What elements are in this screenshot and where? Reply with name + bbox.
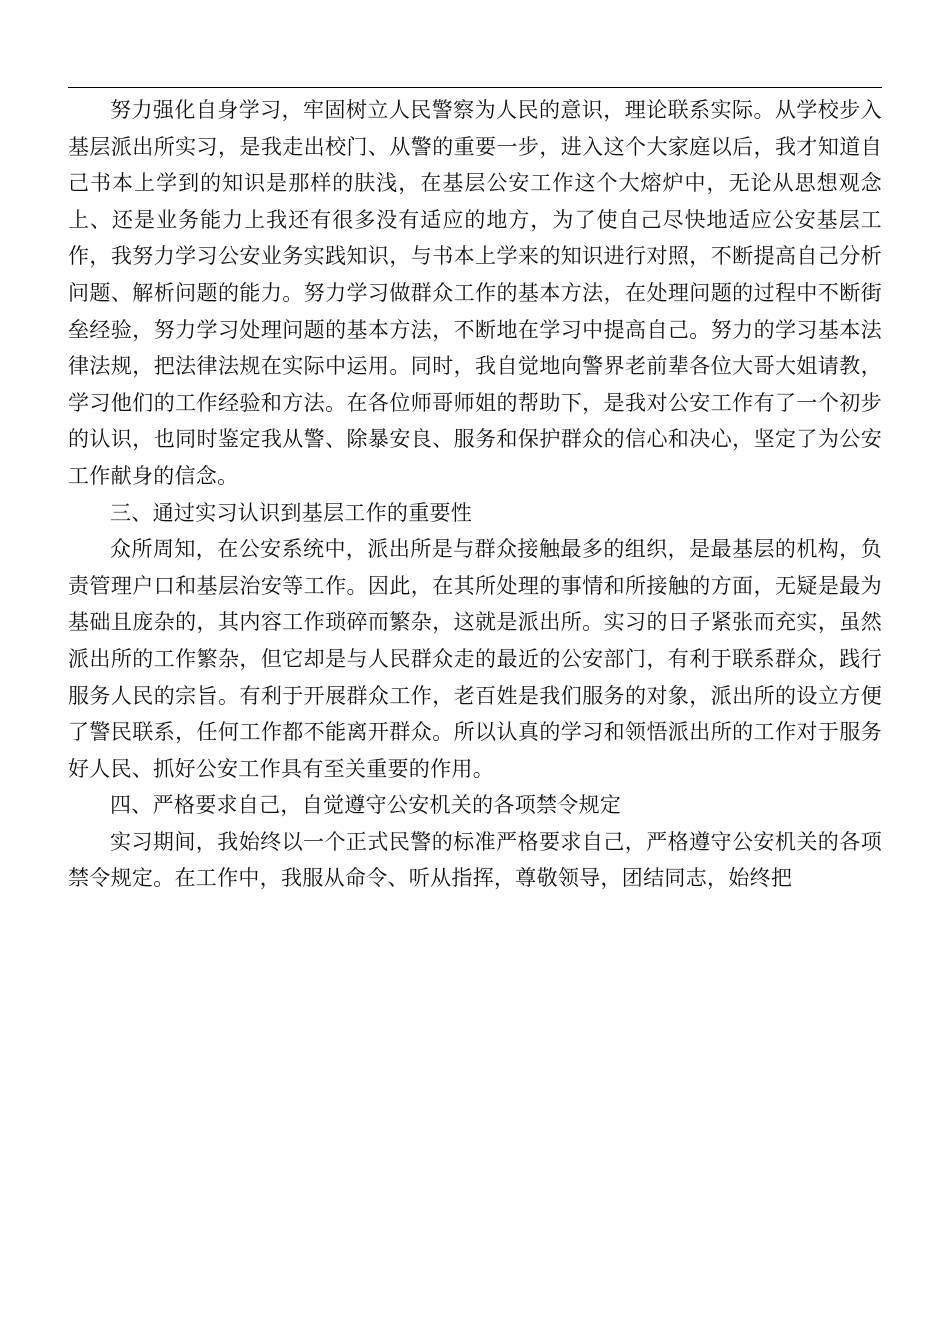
header-rule: [68, 87, 882, 88]
document-body: [68, 92, 882, 897]
paragraph-grassroots-importance: 众所周知，在公安系统中，派出所是与群众接触最多的组织，是最基层的机构，负责管理户口和基层治安等工作。因此，在其所处理的事情和所接触的方面，无疑是最为基础且庞杂的，其内容工作琐碎而繁杂，这就是派出所。实习的日子紧张而充实，虽然派出所的工作繁杂，但它却是与人民群众走的最近的公安部门，有利于联系群众，践行服务人民的宗旨。有利于开展群众工作，老百姓是我们服务的对象，派出所的设立方便了警民联系，任何工作都不能离开群众。所以认真的学习和领悟派出所的工作对于服务好人民、抓好公安工作具有至关重要的作用。: [68, 537, 882, 781]
section-heading-4: 四、严格要求自己，自觉遵守公安机关的各项禁令规定: [110, 793, 622, 818]
paragraph-self-study: 努力强化自身学习，牢固树立人民警察为人民的意识，理论联系实际。从学校步入基层派出所实习，是我走出校门、从警的重要一步，进入这个大家庭以后，我才知道自己书本上学到的知识是那样的肤浅，在基层公安工作这个大熔炉中，无论从思想观念上、还是业务能力上我还有很多没有适应的地方，为了使自己尽快地适应公安基层工作，我努力学习公安业务实践知识，与书本上学来的知识进行对照，不断提高自己分析问题、解析问题的能力。努力学习做群众工作的基本方法，在处理问题的过程中不断街垒经验，努力学习处理问题的基本方法，不断地在学习中提高自己。努力的学习基本法律法规，把法律法规在实际中运用。同时，我自觉地向警界老前辈各位大哥大姐请教，学习他们的工作经验和方法。在各位师哥师姐的帮助下，是我对公安工作有了一个初步的认识，也同时鉴定我从警、除暴安良、服务和保护群众的信心和决心，坚定了为公安工作献身的信念。: [68, 98, 882, 488]
paragraph-strict-requirements: 实习期间，我始终以一个正式民警的标准严格要求自己，严格遵守公安机关的各项禁令规定。在工作中，我服从命令、听从指挥，尊敬领导，团结同志，始终把: [68, 829, 882, 891]
section-heading-3: 三、通过实习认识到基层工作的重要性: [110, 500, 473, 525]
